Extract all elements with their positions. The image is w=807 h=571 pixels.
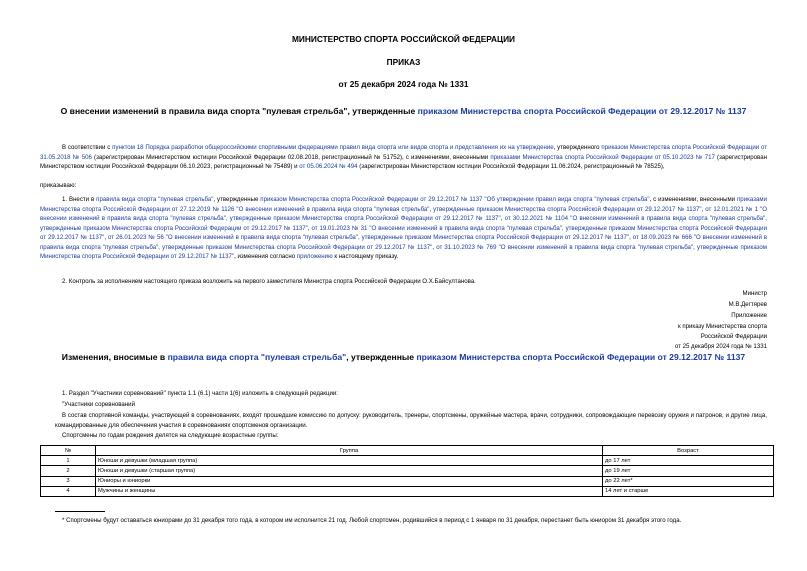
section-change-intro: 1. Раздел "Участники соревнований" пункта 1.1 (6.1) части 1(6) изложить в следующей редакции: <box>62 390 338 397</box>
doc-title <box>0 106 807 116</box>
item-1-text: , <box>307 224 312 232</box>
signature-name: М.В.Дегтярев <box>728 301 767 308</box>
signature-title: Министр <box>742 290 767 297</box>
item-1-text: , изменения согласно <box>234 253 297 260</box>
item-2-paragraph: 2. Контроль за исполнением настоящего приказа возложить на первого заместителя Министра спорта Российской Федерации О.Х.Байсултанова. <box>62 278 476 285</box>
item-1-link-order-666[interactable]: от 18.09.2023 № 666 "О внесении изменений в правила вида спорта "пулевая стрельба", утвержденные приказом Министерства спорта Российской Федерации от 29.12.2017 № 1137" <box>40 234 767 251</box>
order-word: приказываю: <box>40 182 77 189</box>
item-1-text: , <box>432 243 437 251</box>
appendix-label: Приложение <box>731 312 767 319</box>
ministry-title: МИНИСТЕРСТВО СПОРТА РОССИЙСКОЙ ФЕДЕРАЦИИ <box>291 34 516 44</box>
preamble-link-order-717[interactable]: приказами Министерства спорта Российской Федерации от 05.10.2023 № 717 <box>490 153 715 161</box>
table-row <box>41 486 774 496</box>
table-header-age: Возраст <box>603 446 774 456</box>
table-row <box>41 456 774 466</box>
item-1-text: , <box>104 234 108 241</box>
table-cell: 1 <box>41 456 96 466</box>
preamble-link-order-procedure[interactable]: пунктом 18 Порядка разработки общероссийскими спортивными федерациями правил вида спорта или видов спорта и представления их на утверждение <box>112 144 554 151</box>
changes-title-link-rules[interactable]: правила вида спорта "пулевая стрельба" <box>167 352 347 362</box>
table-cell: 4 <box>41 486 96 496</box>
item-1-text: , с изменениями, внесенными <box>649 196 737 203</box>
table-cell: до 22 лет* <box>603 476 774 486</box>
table-header-group: Группа <box>96 446 603 456</box>
table-cell: Юниоры и юниорки <box>96 476 603 486</box>
doc-type: ПРИКАЗ <box>386 57 421 67</box>
footnote: * Спортсмены будут оставаться юниорами до 31 декабря того года, в котором им исполнится 21 год. Любой спортсмен, родившийся в период с 1 января по 31 декабря, перестанет быть юниором 31 декабря этого года. <box>62 517 682 524</box>
preamble-link-order-506[interactable]: приказом Министерства спорта Российской Федерации от 31.05.2018 № 506 <box>40 144 768 161</box>
item-1-text: 1. Внести в <box>62 196 97 203</box>
appendix-date-number: от 25 декабря 2024 года № 1331 <box>674 343 767 350</box>
item-1-text: к настоящему приказу. <box>332 253 399 260</box>
preamble-text: (зарегистрирован Министерством юстиции Российской Федерации 06.10.2023, регистрационный № 75489) и <box>40 153 767 170</box>
changes-title-text: Изменения, вносимые в <box>61 352 168 362</box>
preamble-paragraph <box>40 143 767 172</box>
item-1-text: , утвержденные <box>213 196 261 203</box>
table-cell: до 19 лет <box>603 466 774 476</box>
preamble-text: (зарегистрирован Министерством юстиции Российской Федерации 11.06.2024, регистрационный № 78525), <box>357 163 665 170</box>
item-1-link-order-1[interactable]: от 12.01.2021 № 1 "О внесении изменений в правила вида спорта "пулевая стрельба", утвержденные приказом Министерства спорта Российской Федерации от 29.12.2017 № 1137" <box>40 205 767 222</box>
preamble-text: , утвержденного <box>553 144 602 151</box>
preamble-link-order-494[interactable]: от 05.06.2024 № 494 <box>299 163 358 170</box>
changes-title-text: , утвержденные <box>346 352 417 362</box>
item-1-link-order-1126[interactable]: приказами Министерства спорта Российской Федерации от 27.12.2019 № 1126 "О внесении изменений в правила вида спорта "пулевая стрельба", утвержденные приказом Министерства спорта Российской Федерации от 29.12.2017 № 1137" <box>40 196 767 213</box>
team-composition-paragraph: В состав спортивной команды, участвующей в соревнованиях, входят прошедшие комиссию по допуску: руководитель, тренеры, спортсмены, оружейные мастера, врачи, сотрудники, сопровождающие перевозку оружия и патронов, и другие лица, командированные для обеспечения участия в соревнованиях спортсменов организации. <box>55 412 767 429</box>
item-1-link-order-56[interactable]: от 26.01.2023 № 56 "О внесении изменений в правила вида спорта "пулевая стрельба", утвержденные приказом Министерства спорта Российской Федерации от 29.12.2017 № 1137" <box>107 234 630 241</box>
table-row <box>41 476 774 486</box>
table-row <box>41 466 774 476</box>
table-cell: 3 <box>41 476 96 486</box>
appendix-federation: Российской Федерации <box>700 333 767 340</box>
item-1-link-order-1104[interactable]: от 30.12.2021 № 1104 "О внесении изменений в правила вида спорта "пулевая стрельба", утвержденные приказом Министерства спорта Российской Федерации от 29.12.2017 № 1137" <box>40 215 768 232</box>
preamble-text: В соответствии с <box>62 144 113 151</box>
doc-title-link[interactable]: приказом Министерства спорта Российской Федерации от 29.12.2017 № 1137 <box>417 106 747 116</box>
age-groups-intro: Спортсмены по годам рождения делятся на следующие возрастные группы: <box>62 432 279 439</box>
table-cell: до 17 лет <box>603 456 774 466</box>
doc-title-text: О внесении изменений в правила вида спорта "пулевая стрельба", утвержденные <box>60 106 418 116</box>
item-1-link-order-31[interactable]: от 19.01.2023 № 31 "О внесении изменений в правила вида спорта "пулевая стрельба", утвержденные приказом Министерства спорта Российской Федерации от 29.12.2017 № 1137" <box>40 224 767 241</box>
item-1-link-rules[interactable]: правила вида спорта "пулевая стрельба" <box>96 196 214 203</box>
item-1-text: , <box>500 215 505 222</box>
table-header-row <box>41 446 774 456</box>
table-cell: Юноши и девушки (младшая группа) <box>96 456 603 466</box>
item-1-link-order-769[interactable]: от 31.10.2023 № 769 "О внесении изменений в правила вида спорта "пулевая стрельба", утвержденные приказом Министерства спорта Российской Федерации от 29.12.2017 № 1137" <box>40 243 767 260</box>
item-1-text: , <box>701 205 706 213</box>
item-1-link-order-1137[interactable]: приказом Министерства спорта Российской Федерации от 29.12.2017 № 1137 "Об утверждении правил вида спорта "пулевая стрельба" <box>260 196 650 203</box>
changes-title-link-order[interactable]: приказом Министерства спорта Российской Федерации от 29.12.2017 № 1137 <box>416 352 746 362</box>
table-cell: Юноши и девушки (старшая группа) <box>96 466 603 476</box>
doc-date-number: от 25 декабря 2024 года № 1331 <box>338 79 469 89</box>
item-1-link-appendix[interactable]: приложению <box>296 253 333 260</box>
section-heading: "Участники соревнований <box>62 401 135 408</box>
table-cell: 2 <box>41 466 96 476</box>
footnote-divider <box>55 511 105 512</box>
preamble-text: (зарегистрирован Министерством юстиции Российской Федерации 02.08.2018, регистрационный № 51752), с изменениями, внесенными <box>91 153 491 161</box>
changes-title <box>0 352 807 362</box>
table-cell: 14 лет и старше <box>603 486 774 496</box>
age-groups-table <box>40 445 774 497</box>
item-1-paragraph <box>40 195 767 262</box>
table-header-number: № <box>41 446 96 456</box>
appendix-order-ref: к приказу Министерства спорта <box>677 323 767 330</box>
item-1-text: , <box>629 234 633 241</box>
table-cell: Мужчины и женщины <box>96 486 603 496</box>
